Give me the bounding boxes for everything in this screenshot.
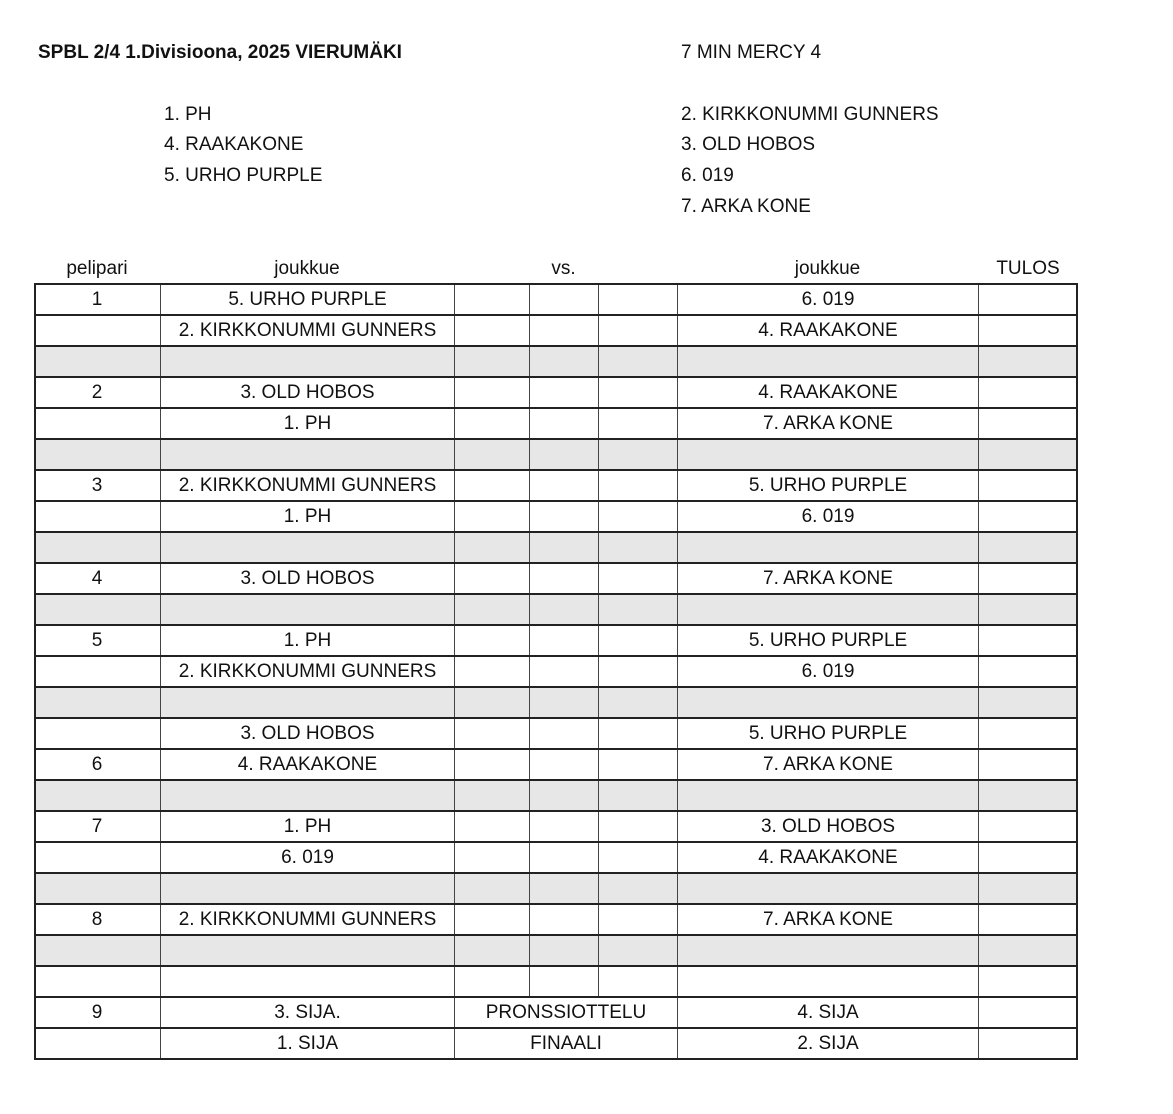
score-cell	[598, 284, 677, 315]
table-row	[34, 284, 1078, 315]
team-b-cell	[677, 935, 978, 966]
table-row	[34, 377, 1078, 408]
score-cell	[529, 811, 598, 842]
score-cell	[529, 687, 598, 718]
score-cell	[529, 501, 598, 532]
score-cell	[529, 563, 598, 594]
result-cell	[978, 687, 1078, 718]
team-b-cell: 7. ARKA KONE	[677, 904, 978, 935]
score-cell	[529, 718, 598, 749]
team-a-cell: 5. URHO PURPLE	[160, 284, 454, 315]
score-cell	[529, 470, 598, 501]
row-divider	[34, 655, 1078, 657]
row-divider	[34, 1027, 1078, 1029]
pair-cell	[34, 532, 160, 563]
table-row	[34, 811, 1078, 842]
team-a-cell	[160, 594, 454, 625]
row-divider	[34, 841, 1078, 843]
table-row	[34, 1028, 1078, 1059]
score-cell	[529, 656, 598, 687]
result-cell	[978, 439, 1078, 470]
pair-cell	[34, 842, 160, 873]
result-cell	[978, 625, 1078, 656]
row-divider	[34, 376, 1078, 378]
table-row	[34, 904, 1078, 935]
separator-row	[34, 780, 1078, 811]
result-cell	[978, 842, 1078, 873]
result-cell	[978, 811, 1078, 842]
score-cell	[454, 780, 529, 811]
team-a-cell: 1. PH	[160, 501, 454, 532]
score-cell	[529, 842, 598, 873]
team-a-cell: 3. SIJA.	[160, 997, 454, 1028]
team-a-cell	[160, 780, 454, 811]
team-b-cell	[677, 346, 978, 377]
score-cell	[454, 439, 529, 470]
team-b-cell	[677, 780, 978, 811]
score-cell	[454, 408, 529, 439]
score-cell	[529, 749, 598, 780]
team-a-cell	[160, 873, 454, 904]
pair-cell: 2	[91, 382, 103, 403]
row-divider	[34, 407, 1078, 409]
team-list-item: 5. URHO PURPLE	[164, 165, 323, 186]
team-b-cell: 4. RAAKAKONE	[677, 315, 978, 346]
score-cell	[454, 935, 529, 966]
match-type-cell: FINAALI	[454, 1028, 677, 1059]
score-cell	[454, 315, 529, 346]
score-cell	[529, 408, 598, 439]
separator-row	[34, 346, 1078, 377]
team-a-cell: 1. PH	[160, 408, 454, 439]
pair-cell: 8	[91, 909, 103, 930]
table-row	[34, 749, 1078, 780]
separator-row	[34, 439, 1078, 470]
team-b-cell: 6. 019	[677, 656, 978, 687]
pair-cell	[34, 315, 160, 346]
table-row	[34, 997, 1078, 1028]
team-b-cell	[677, 873, 978, 904]
result-cell	[978, 780, 1078, 811]
score-cell	[454, 625, 529, 656]
result-cell	[978, 408, 1078, 439]
team-a-cell: 2. KIRKKONUMMI GUNNERS	[160, 470, 454, 501]
result-cell	[978, 501, 1078, 532]
score-cell	[529, 284, 598, 315]
score-cell	[598, 904, 677, 935]
table-row	[34, 625, 1078, 656]
row-divider	[34, 283, 1078, 285]
score-cell	[598, 966, 677, 997]
score-cell	[598, 501, 677, 532]
pair-cell	[34, 656, 160, 687]
team-b-cell	[677, 594, 978, 625]
team-b-cell: 4. RAAKAKONE	[677, 377, 978, 408]
team-a-cell: 3. OLD HOBOS	[160, 377, 454, 408]
team-b-cell: 5. URHO PURPLE	[677, 718, 978, 749]
score-cell	[598, 780, 677, 811]
score-cell	[454, 594, 529, 625]
score-cell	[454, 563, 529, 594]
score-cell	[454, 656, 529, 687]
row-divider	[34, 748, 1078, 750]
team-a-cell	[160, 966, 454, 997]
team-a-cell: 3. OLD HOBOS	[160, 563, 454, 594]
team-b-cell: 4. RAAKAKONE	[677, 842, 978, 873]
row-divider	[34, 717, 1078, 719]
row-divider	[34, 500, 1078, 502]
score-cell	[598, 718, 677, 749]
team-a-cell: 1. SIJA	[160, 1028, 454, 1059]
pair-cell: 6	[91, 754, 103, 775]
team-a-cell	[160, 532, 454, 563]
score-cell	[529, 904, 598, 935]
result-cell	[978, 749, 1078, 780]
row-divider	[34, 438, 1078, 440]
team-list-item: 7. ARKA KONE	[681, 196, 811, 217]
row-divider	[34, 593, 1078, 595]
result-cell	[978, 904, 1078, 935]
team-b-cell: 7. ARKA KONE	[677, 563, 978, 594]
mercy-rule: 7 MIN MERCY 4	[681, 42, 822, 63]
separator-row	[34, 532, 1078, 563]
score-cell	[598, 842, 677, 873]
right-border	[1076, 283, 1078, 1059]
row-divider	[34, 903, 1078, 905]
result-cell	[978, 935, 1078, 966]
row-divider	[34, 469, 1078, 471]
score-cell	[454, 749, 529, 780]
team-b-cell: 4. SIJA	[677, 997, 978, 1028]
team-a-cell: 2. KIRKKONUMMI GUNNERS	[160, 315, 454, 346]
score-cell	[529, 966, 598, 997]
team-a-cell: 3. OLD HOBOS	[160, 718, 454, 749]
score-cell	[598, 935, 677, 966]
score-cell	[598, 656, 677, 687]
row-divider	[34, 934, 1078, 936]
score-cell	[598, 625, 677, 656]
score-cell	[529, 594, 598, 625]
header-team-a: joukkue	[274, 258, 340, 279]
table-row	[34, 656, 1078, 687]
team-a-cell: 4. RAAKAKONE	[160, 749, 454, 780]
header-vs: vs.	[551, 258, 576, 279]
pair-cell: 9	[91, 1002, 103, 1023]
result-cell	[978, 470, 1078, 501]
pair-cell	[34, 966, 160, 997]
team-list-item: 6. 019	[681, 165, 734, 186]
result-cell	[978, 532, 1078, 563]
score-cell	[598, 377, 677, 408]
team-a-cell	[160, 935, 454, 966]
separator-row	[34, 935, 1078, 966]
result-cell	[978, 563, 1078, 594]
row-divider	[34, 345, 1078, 347]
score-cell	[454, 811, 529, 842]
score-cell	[529, 873, 598, 904]
score-cell	[454, 377, 529, 408]
header-result: TULOS	[996, 258, 1060, 279]
row-divider	[34, 531, 1078, 533]
team-list-item: 1. PH	[164, 104, 212, 125]
pair-cell: 1	[91, 289, 103, 310]
header-team-b: joukkue	[794, 258, 861, 279]
score-cell	[529, 625, 598, 656]
pair-cell	[34, 501, 160, 532]
table-row	[34, 563, 1078, 594]
score-cell	[529, 439, 598, 470]
score-cell	[454, 842, 529, 873]
score-cell	[598, 873, 677, 904]
score-cell	[454, 346, 529, 377]
score-cell	[529, 346, 598, 377]
score-cell	[598, 749, 677, 780]
score-cell	[529, 780, 598, 811]
score-cell	[454, 718, 529, 749]
score-cell	[598, 315, 677, 346]
score-cell	[454, 687, 529, 718]
team-b-cell: 3. OLD HOBOS	[677, 811, 978, 842]
table-row	[34, 966, 1078, 997]
result-cell	[978, 346, 1078, 377]
separator-row	[34, 594, 1078, 625]
pair-cell	[34, 687, 160, 718]
team-b-cell: 7. ARKA KONE	[677, 408, 978, 439]
score-cell	[454, 966, 529, 997]
team-b-cell	[677, 966, 978, 997]
score-cell	[598, 470, 677, 501]
row-divider	[34, 872, 1078, 874]
team-a-cell: 2. KIRKKONUMMI GUNNERS	[160, 904, 454, 935]
table-row	[34, 470, 1078, 501]
team-a-cell	[160, 687, 454, 718]
team-list-item: 3. OLD HOBOS	[681, 134, 816, 155]
score-cell	[598, 439, 677, 470]
pair-cell: 3	[91, 475, 103, 496]
score-cell	[598, 811, 677, 842]
row-divider	[34, 624, 1078, 626]
table-row	[34, 315, 1078, 346]
score-cell	[598, 346, 677, 377]
result-cell	[978, 966, 1078, 997]
team-a-cell	[160, 346, 454, 377]
team-a-cell: 2. KIRKKONUMMI GUNNERS	[160, 656, 454, 687]
row-divider	[34, 686, 1078, 688]
pair-cell	[34, 346, 160, 377]
score-cell	[454, 873, 529, 904]
pair-cell: 4	[91, 568, 103, 589]
team-list-item: 4. RAAKAKONE	[164, 134, 304, 155]
team-b-cell: 7. ARKA KONE	[677, 749, 978, 780]
result-cell	[978, 873, 1078, 904]
pair-cell	[34, 594, 160, 625]
score-cell	[529, 315, 598, 346]
pair-cell	[34, 935, 160, 966]
left-border	[34, 283, 36, 1059]
team-b-cell: 6. 019	[677, 284, 978, 315]
table-row	[34, 408, 1078, 439]
row-divider	[34, 965, 1078, 967]
team-a-cell: 1. PH	[160, 811, 454, 842]
team-b-cell: 2. SIJA	[677, 1028, 978, 1059]
pair-cell	[34, 780, 160, 811]
pair-cell	[34, 1028, 160, 1059]
score-cell	[598, 687, 677, 718]
table-row	[34, 718, 1078, 749]
result-cell	[978, 718, 1078, 749]
row-divider	[34, 562, 1078, 564]
score-cell	[598, 532, 677, 563]
header-pair: pelipari	[66, 258, 128, 279]
row-divider	[34, 314, 1078, 316]
score-cell	[598, 594, 677, 625]
pair-cell	[34, 718, 160, 749]
result-cell	[978, 594, 1078, 625]
row-divider	[34, 1058, 1078, 1060]
score-cell	[454, 284, 529, 315]
team-b-cell	[677, 532, 978, 563]
team-b-cell	[677, 439, 978, 470]
table-row	[34, 501, 1078, 532]
pair-cell: 5	[91, 630, 103, 651]
pair-cell	[34, 873, 160, 904]
score-cell	[529, 532, 598, 563]
pair-cell	[34, 439, 160, 470]
score-cell	[454, 904, 529, 935]
team-b-cell: 5. URHO PURPLE	[677, 625, 978, 656]
score-cell	[598, 408, 677, 439]
score-cell	[454, 501, 529, 532]
score-cell	[454, 532, 529, 563]
team-b-cell: 6. 019	[677, 501, 978, 532]
team-b-cell	[677, 687, 978, 718]
score-cell	[529, 935, 598, 966]
pair-cell: 7	[91, 816, 103, 837]
result-cell	[978, 1028, 1078, 1059]
result-cell	[978, 377, 1078, 408]
team-a-cell	[160, 439, 454, 470]
match-type-cell: PRONSSIOTTELU	[454, 997, 677, 1028]
page-title: SPBL 2/4 1.Divisioona, 2025 VIERUMÄKI	[38, 42, 402, 63]
team-a-cell: 1. PH	[160, 625, 454, 656]
separator-row	[34, 873, 1078, 904]
team-b-cell: 5. URHO PURPLE	[677, 470, 978, 501]
row-divider	[34, 779, 1078, 781]
score-cell	[598, 563, 677, 594]
team-list-item: 2. KIRKKONUMMI GUNNERS	[681, 104, 939, 125]
table-row	[34, 842, 1078, 873]
result-cell	[978, 315, 1078, 346]
team-a-cell: 6. 019	[160, 842, 454, 873]
separator-row	[34, 687, 1078, 718]
result-cell	[978, 284, 1078, 315]
score-cell	[454, 470, 529, 501]
result-cell	[978, 656, 1078, 687]
row-divider	[34, 996, 1078, 998]
row-divider	[34, 810, 1078, 812]
score-cell	[529, 377, 598, 408]
pair-cell	[34, 408, 160, 439]
result-cell	[978, 997, 1078, 1028]
